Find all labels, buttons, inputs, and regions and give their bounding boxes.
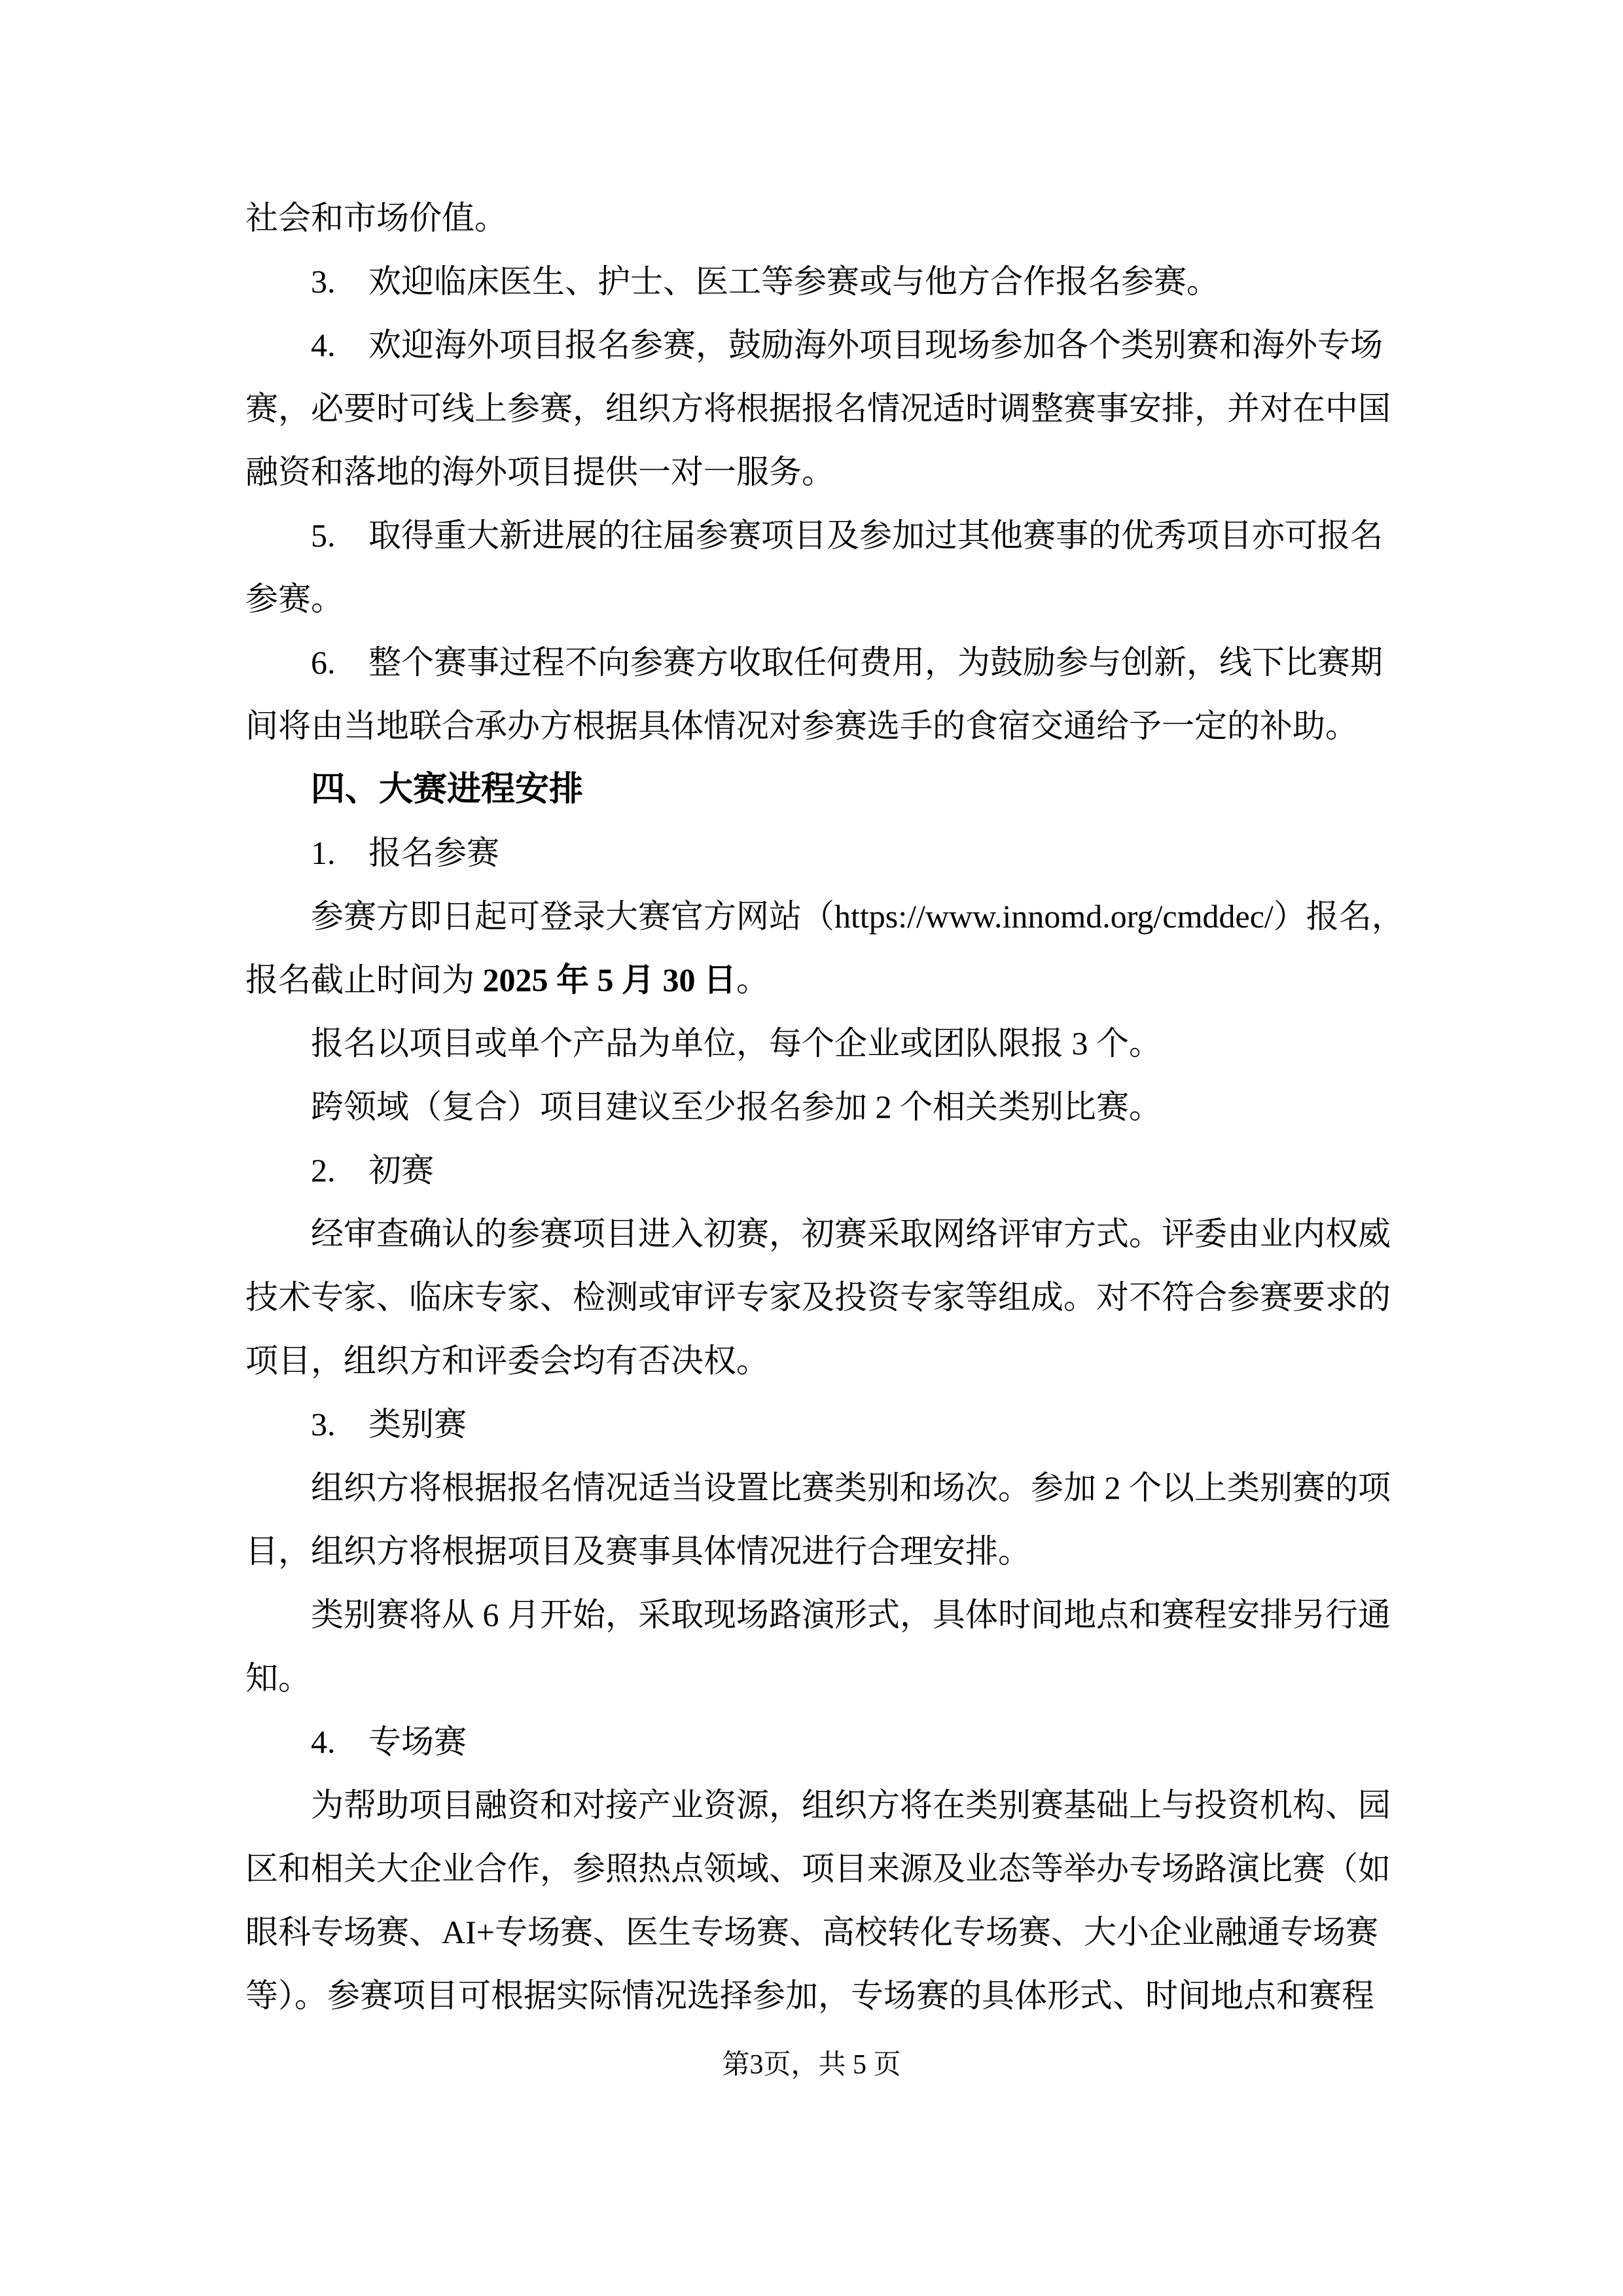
section-heading: 四、大赛进程安排 xyxy=(311,770,584,808)
document-line xyxy=(245,1393,1430,1456)
document-line: 赛，必要时可线上参赛，组织方将根据报名情况适时调整赛事安排，并对在中国 xyxy=(245,390,1391,427)
line-text-bold: 2025 年 5 月 30 日 xyxy=(482,961,736,998)
document-line: 目，组织方将根据项目及赛事具体情况进行合理安排。 xyxy=(245,1533,1031,1570)
list-number: 4. xyxy=(311,327,336,363)
line-text: 整个赛事过程不向参赛方收取任何费用，为鼓励参与创新，线下比赛期 xyxy=(368,644,1383,681)
document-line xyxy=(245,1710,1430,1774)
list-number: 2. xyxy=(311,1152,336,1189)
list-number: 6. xyxy=(311,644,336,681)
line-text: 专场赛 xyxy=(368,1723,467,1760)
list-number: 3. xyxy=(311,1406,336,1443)
document-body xyxy=(245,187,1430,2028)
list-number: 5. xyxy=(311,517,336,554)
document-line: 间将由当地联合承办方根据具体情况对参赛选手的食宿交通给予一定的补助。 xyxy=(245,708,1358,744)
document-line xyxy=(245,948,1430,1012)
document-line: 技术专家、临床专家、检测或审评专家及投资专家等组成。对不符合参赛要求的 xyxy=(245,1279,1391,1316)
line-text: 。 xyxy=(736,961,769,998)
document-line xyxy=(245,504,1430,567)
document-line: 融资和落地的海外项目提供一对一服务。 xyxy=(245,454,834,490)
document-line: 参赛方即日起可登录大赛官方网站（https://www.innomd.org/cmddec/）报名， xyxy=(311,898,1404,935)
document-line: 报名以项目或单个产品为单位，每个企业或团队限报 3 个。 xyxy=(311,1025,1162,1062)
document-line: 区和相关大企业合作，参照热点领域、项目来源及业态等举办专场路演比赛（如 xyxy=(245,1850,1391,1887)
line-text: 欢迎临床医生、护士、医工等参赛或与他方合作报名参赛。 xyxy=(368,263,1219,300)
document-line: 知。 xyxy=(245,1660,311,1696)
document-line: 参赛。 xyxy=(245,581,344,617)
document-line: 类别赛将从 6 月开始，采取现场路演形式，具体时间地点和赛程安排另行通 xyxy=(311,1596,1391,1633)
line-text: 报名参赛 xyxy=(368,834,499,871)
document-line: 眼科专场赛、AI+专场赛、医生专场赛、高校转化专场赛、大小企业融通专场赛 xyxy=(245,1914,1378,1950)
document-line xyxy=(245,250,1430,314)
document-line xyxy=(245,1139,1430,1202)
page-footer: 第3页，共 5 页 xyxy=(722,2050,901,2080)
list-number: 4. xyxy=(311,1723,336,1760)
document-line: 项目，组织方和评委会均有否决权。 xyxy=(245,1342,769,1379)
line-text: 欢迎海外项目报名参赛，鼓励海外项目现场参加各个类别赛和海外专场 xyxy=(368,327,1383,363)
line-text: 报名截止时间为 xyxy=(245,961,483,998)
document-line: 跨领域（复合）项目建议至少报名参加 2 个相关类别比赛。 xyxy=(311,1088,1162,1125)
document-line: 组织方将根据报名情况适当设置比赛类别和场次。参加 2 个以上类别赛的项 xyxy=(311,1469,1391,1506)
list-number: 3. xyxy=(311,263,336,300)
document-line xyxy=(245,821,1430,885)
document-line: 社会和市场价值。 xyxy=(245,200,507,236)
document-line xyxy=(245,314,1430,377)
list-number: 1. xyxy=(311,834,336,871)
line-text: 类别赛 xyxy=(368,1406,467,1443)
document-line: 为帮助项目融资和对接产业资源，组织方将在类别赛基础上与投资机构、园 xyxy=(311,1787,1391,1823)
line-text: 初赛 xyxy=(368,1152,434,1189)
document-line xyxy=(245,631,1430,694)
line-text: 取得重大新进展的往届参赛项目及参加过其他赛事的优秀项目亦可报名 xyxy=(368,517,1383,554)
document-line: 等）。参赛项目可根据实际情况选择参加，专场赛的具体形式、时间地点和赛程 xyxy=(245,1977,1374,2014)
document-line: 经审查确认的参赛项目进入初赛，初赛采取网络评审方式。评委由业内权威 xyxy=(311,1215,1391,1252)
